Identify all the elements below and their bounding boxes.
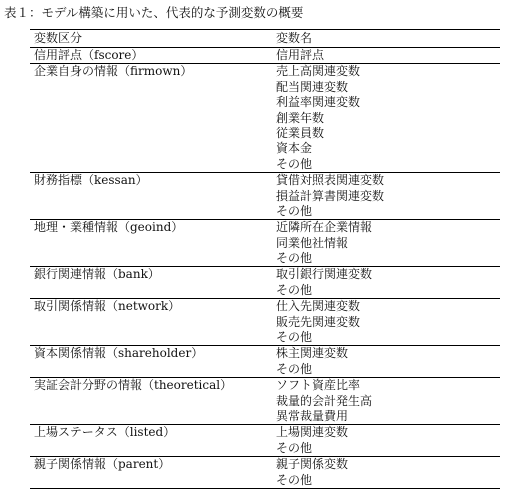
variable-name: 異常裁量費用: [276, 408, 349, 423]
category-cell: [30, 64, 272, 173]
table-row: [30, 346, 500, 378]
category-label: 取引関係情報（network）: [34, 299, 181, 314]
table-row: [30, 48, 500, 64]
table-row: [30, 173, 500, 220]
variable-name: 上場関連変数: [276, 425, 349, 440]
variables-cell: [272, 457, 500, 489]
variable-name: 同業他社情報: [276, 235, 349, 250]
variable-name: 創業年数: [276, 110, 325, 125]
variables-cell: [272, 425, 500, 457]
table-header: [30, 30, 500, 48]
category-cell: [30, 173, 272, 220]
variable-name: その他: [276, 361, 313, 376]
predictor-table-container: [30, 29, 500, 489]
category-cell: [30, 378, 272, 425]
variable-name: その他: [276, 330, 313, 345]
header-variable-name: 変数名: [272, 30, 500, 48]
variable-name: 販売先関連変数: [276, 314, 361, 329]
variable-name: その他: [276, 282, 313, 297]
table-body: [30, 48, 500, 489]
category-label: 信用評点（fscore）: [34, 48, 144, 62]
variable-name: 取引銀行関連変数: [276, 267, 373, 282]
variable-name: 仕入先関連変数: [276, 299, 361, 314]
category-cell: [30, 299, 272, 346]
variable-name: 近隣所在企業情報: [276, 220, 373, 235]
category-cell: [30, 425, 272, 457]
table-row: [30, 425, 500, 457]
category-label: 企業自身の情報（firmown）: [34, 64, 193, 79]
variables-cell: [272, 267, 500, 299]
category-cell: [30, 346, 272, 378]
category-label: 上場ステータス（listed）: [34, 425, 176, 440]
category-label: 銀行関連情報（bank）: [34, 267, 160, 282]
table-caption: 表１：モデル構築に用いた、代表的な予測変数の概要: [4, 5, 304, 20]
variable-name: その他: [276, 251, 313, 266]
variable-name: 裁量的会計発生高: [276, 393, 373, 408]
variable-name: その他: [276, 156, 313, 171]
table-row: [30, 457, 500, 489]
category-label: 財務指標（kessan）: [34, 173, 148, 188]
variables-cell: [272, 346, 500, 378]
variable-name: 株主関連変数: [276, 346, 349, 361]
variable-name: 損益計算書関連変数: [276, 188, 385, 203]
table-row: [30, 220, 500, 267]
category-label: 地理・業種情報（geoind）: [34, 220, 184, 235]
variable-name: 資本金: [276, 141, 313, 156]
variable-name: 貸借対照表関連変数: [276, 173, 385, 188]
header-row: [30, 30, 500, 48]
category-label: 実証会計分野の情報（theoretical）: [34, 378, 233, 393]
variable-name: 親子関係変数: [276, 457, 349, 472]
category-label: 親子関係情報（parent）: [34, 457, 171, 472]
table-row: [30, 64, 500, 173]
variables-cell: [272, 173, 500, 220]
variables-cell: [272, 299, 500, 346]
variable-name: 売上高関連変数: [276, 64, 361, 79]
category-label: 資本関係情報（shareholder）: [34, 346, 204, 361]
variable-name: その他: [276, 203, 313, 218]
table-row: [30, 299, 500, 346]
variable-name: 利益率関連変数: [276, 95, 361, 110]
category-cell: [30, 267, 272, 299]
variables-cell: [272, 220, 500, 267]
variable-name: 信用評点: [276, 48, 325, 62]
variables-cell: [272, 64, 500, 173]
predictor-table: [30, 29, 500, 489]
table-row: [30, 267, 500, 299]
table-row: [30, 378, 500, 425]
variables-cell: [272, 48, 500, 64]
category-cell: [30, 48, 272, 64]
category-cell: [30, 457, 272, 489]
category-cell: [30, 220, 272, 267]
header-category: 変数区分: [30, 30, 272, 48]
variable-name: ソフト資産比率: [276, 378, 361, 393]
variables-cell: [272, 378, 500, 425]
variable-name: 配当関連変数: [276, 79, 349, 94]
variable-name: その他: [276, 440, 313, 455]
variable-name: 従業員数: [276, 125, 325, 140]
variable-name: その他: [276, 472, 313, 487]
